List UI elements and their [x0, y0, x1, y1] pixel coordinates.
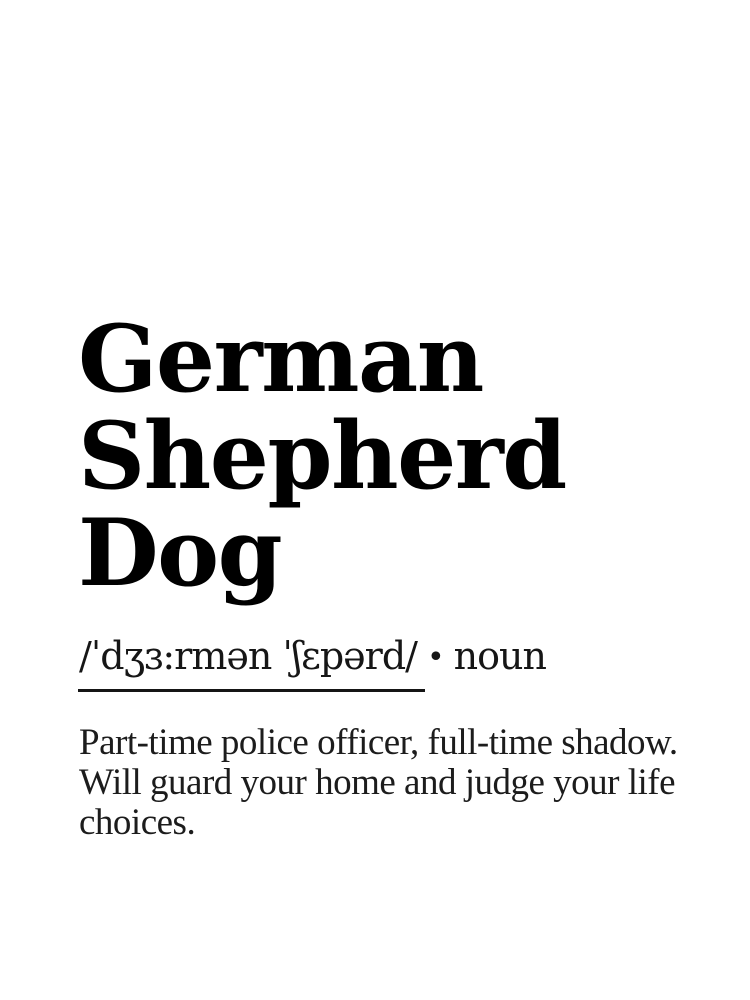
bullet-separator: •	[426, 640, 444, 675]
term-title-line-2: Shepherd	[78, 401, 566, 510]
phonetic-row	[79, 634, 546, 680]
definition-text	[79, 723, 678, 843]
definition-line-3: choices.	[79, 802, 196, 843]
definition-line-1: Part-time police officer, full-time shadow.	[79, 722, 678, 763]
divider-rule	[78, 689, 425, 692]
term-title-line-1: German	[78, 304, 483, 413]
part-of-speech: noun	[453, 634, 546, 678]
phonetic-transcription: /ˈdʒɜ:rmən ˈʃɛpərd/	[79, 634, 417, 678]
term-title	[78, 304, 566, 607]
definition-line-2: Will guard your home and judge your life	[79, 762, 676, 803]
term-title-line-3: Dog	[78, 498, 282, 607]
